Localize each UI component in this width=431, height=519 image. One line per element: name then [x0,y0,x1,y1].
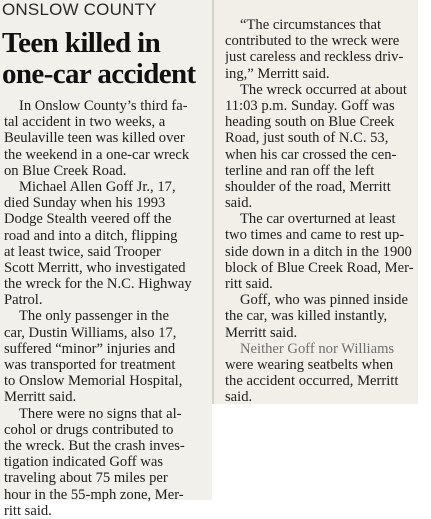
body-line: side down in a ditch in the 1900 [225,243,412,260]
body-line: block of Blue Creek Road, Mer- [225,259,414,276]
body-line: contributed to the wreck were [225,33,400,50]
body-line: tal accident in two weeks, a [4,114,166,131]
body-line: shoulder of the road, Merritt [225,178,391,195]
body-line: were wearing seatbelts when [225,356,394,373]
body-line: The car overturned at least [240,211,396,228]
body-line: Goff, who was pinned inside [240,292,408,309]
body-line: the weekend in a one-car wreck [4,146,190,163]
body-line: died Sunday when his 1993 [4,195,166,212]
body-line: the accident occurred, Merritt [225,373,399,390]
body-line: Merritt said. [4,389,77,406]
body-line: The only passenger in the [19,308,169,325]
body-line: ritt said. [4,502,52,519]
body-line: Michael Allen Goff Jr., 17, [19,178,176,195]
body-line: ritt said. [225,276,273,292]
body-line: said. [225,195,253,212]
body-line: “The circumstances that [240,17,382,33]
body-line: at least twice, said Trooper [4,243,161,260]
body-line: when his car crossed the cen- [225,146,397,163]
body-line: heading south on Blue Creek [225,114,395,131]
right-column-text [225,17,414,406]
body-line: 11:03 p.m. Sunday. Goff was [225,97,395,114]
body-line: two times and came to rest up- [225,227,405,244]
body-line: Merritt said. [225,324,298,341]
body-line: was transported for treatment [4,357,176,373]
body-line: Neither Goff nor Williams [240,340,395,357]
body-line: Beulaville teen was killed over [4,130,185,147]
body-line: suffered “minor” injuries and [4,340,176,357]
body-line: to Onslow Memorial Hospital, [4,373,183,390]
body-line: traveling about 75 miles per [4,470,168,487]
body-line: tigation indicated Goff was [4,454,164,471]
left-column-text [4,98,192,519]
headline [2,28,196,90]
body-line: Dodge Stealth veered off the [4,211,172,228]
body-line: In Onslow County’s third fa- [19,98,188,114]
body-line: the wreck. But the crash inves- [4,437,185,454]
body-line: the car, was killed instantly, [225,308,388,325]
body-line: the wreck for the N.C. Highway [4,276,192,293]
body-line: car, Dustin Williams, also 17, [4,324,177,341]
body-line: just careless and reckless driv- [225,49,404,66]
headline-line: one-car accident [2,59,196,90]
column-divider [212,0,214,404]
body-line: Road, just south of N.C. 53, [225,130,389,147]
body-line: ing,” Merritt said. [225,65,330,82]
body-line: cohol or drugs contributed to [4,421,174,438]
body-line: There were no signs that al- [19,405,182,422]
body-line: road and into a ditch, flipping [4,227,178,244]
body-line: terline and ran off the left [225,162,375,179]
headline-line: Teen killed in [2,28,161,59]
section-kicker: ONSLOW COUNTY [2,0,157,19]
body-line: on Blue Creek Road. [4,162,127,179]
body-line: Scott Merritt, who investigated [4,259,186,276]
body-line: hour in the 55-mph zone, Mer- [4,486,184,503]
body-line: Patrol. [4,292,43,309]
body-line: The wreck occurred at about [240,81,407,98]
body-line: said. [225,389,253,406]
